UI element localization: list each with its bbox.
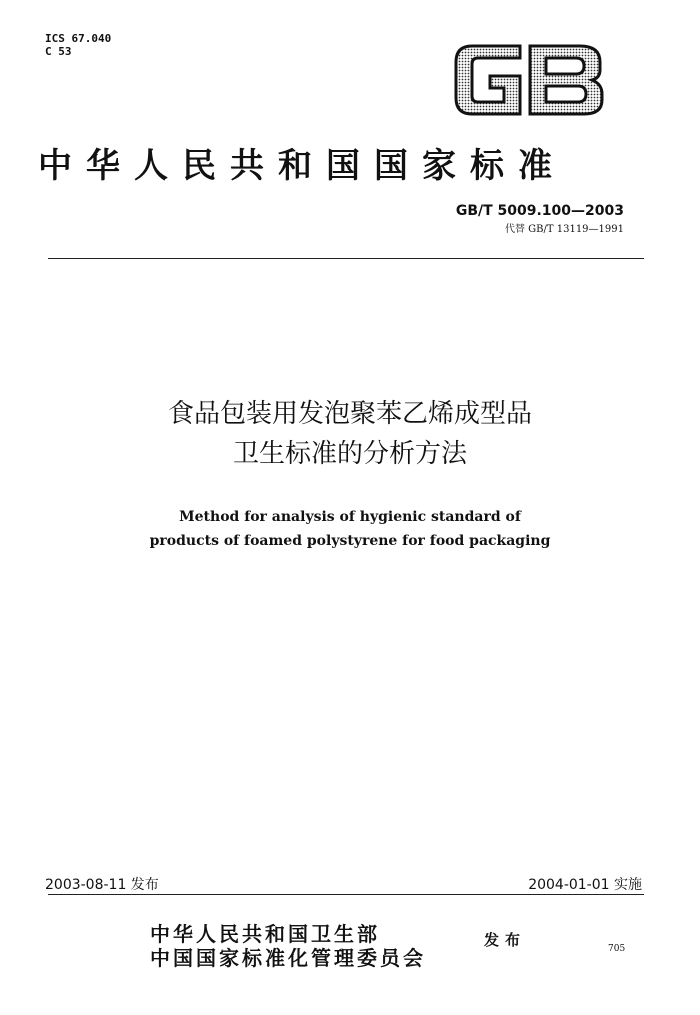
effective-date: 2004-01-01 实施: [528, 877, 642, 893]
issue-date: 2003-08-11 发布: [45, 877, 159, 893]
publish-label: 发布: [484, 931, 527, 949]
en-title-line2: products of foamed polystyrene for food packaging: [149, 533, 551, 549]
ics-code: ICS 67.040: [45, 32, 112, 45]
issuer-line2: 中国国家标准化管理委员会: [150, 946, 426, 970]
ccs-code: C 53: [45, 45, 72, 58]
ics-code-block: [45, 32, 111, 58]
cn-title-line2: 卫生标准的分析方法: [232, 439, 467, 469]
standard-number: GB/T 5009.100—2003: [455, 203, 624, 219]
footer-divider: [48, 894, 644, 895]
page-number: 705: [608, 944, 626, 954]
national-standard-title: 中华人民共和国国家标准: [38, 146, 566, 186]
replaces-standard: 代替 GB/T 13119—1991: [505, 224, 624, 235]
en-title-line1: Method for analysis of hygienic standard of: [179, 509, 521, 525]
header-divider: [48, 258, 644, 259]
cn-title-line1: 食品包装用发泡聚苯乙烯成型品: [167, 399, 532, 429]
issuer-line1: 中华人民共和国卫生部: [150, 922, 380, 946]
gb-logo: [452, 42, 606, 118]
